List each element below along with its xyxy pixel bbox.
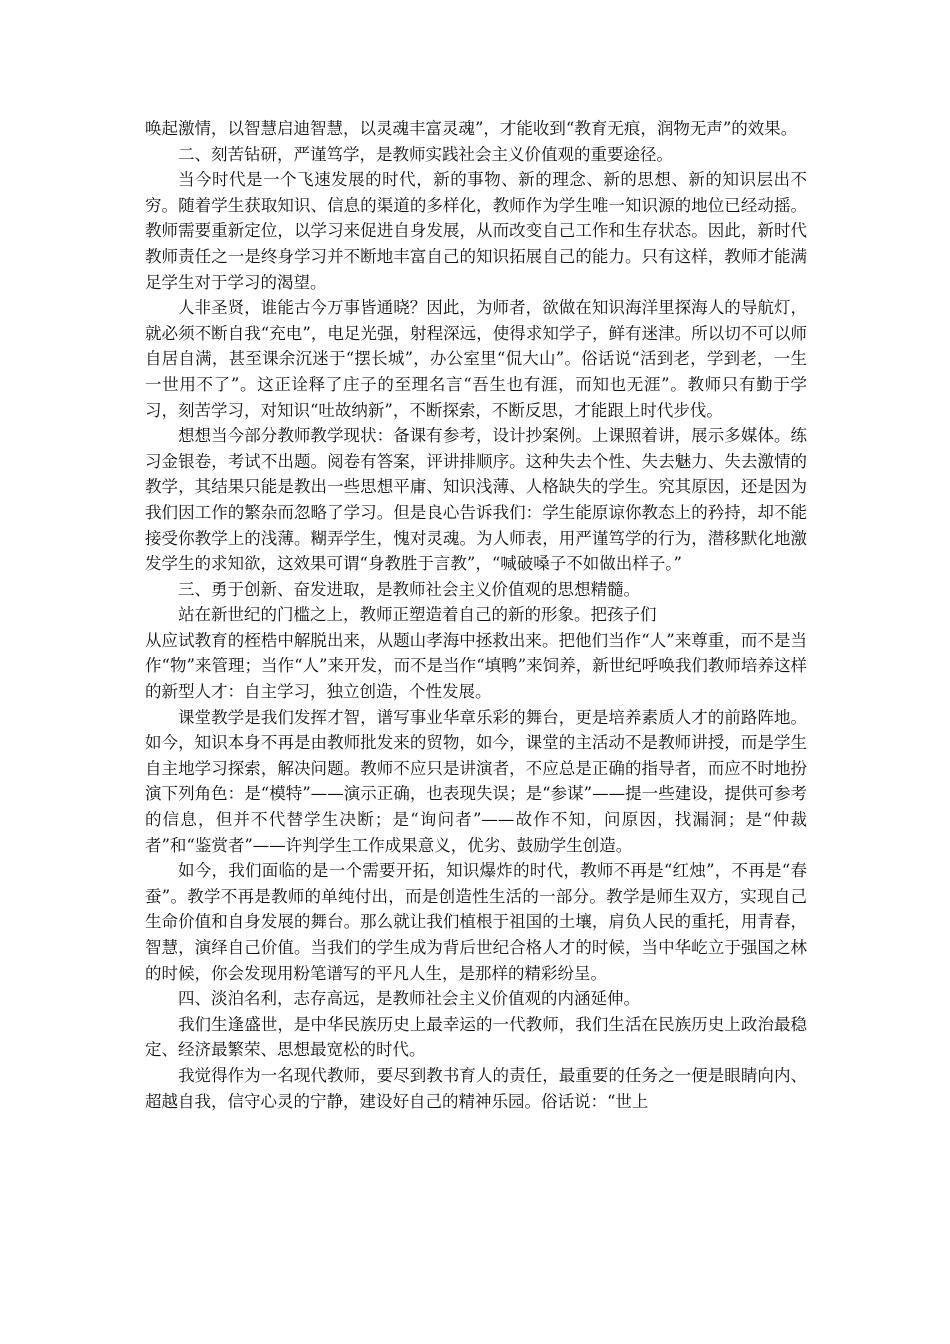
paragraph: 站在新世纪的门槛之上，教师正塑造着自己的新的形象。把孩子们: [178, 605, 657, 625]
section-heading-3: 三、勇于创新、奋发进取，是教师社会主义价值观的思想精髓。: [178, 579, 640, 599]
section-heading-2: 二、刻苦钻研，严谨笃学，是教师实践社会主义价值观的重要途径。: [178, 144, 673, 164]
paragraph-continuation: 从应试教育的桎梏中解脱出来，从题山孝海中拯救出来。把他们当作“人”来尊重，而不是当作“物”来管理；当作“人”来开发，而不是当作“填鸭”来饲养，新世纪呼唤我们教师培养这样的新型人才：自主学习，独立创造，个性发展。: [145, 630, 807, 702]
document-page: [145, 116, 807, 1114]
paragraph: 课堂教学是我们发挥才智，谱写事业华章乐彩的舞台，更是培养素质人才的前路阵地。如今，知识本身不再是由教师批发来的贸物，如今，课堂的主活动不是教师讲授，而是学生自主地学习探索，解决问题。教师不应只是讲演者，不应总是正确的指导者，而应不时地扮演下列角色：是“模特”——演示正确，也表现失误；是“参谋”——提一些建设，提供可参考的信息，但并不代替学生决断；是“询问者”——故作不知，问原因，找漏洞；是“仲裁者”和“鉴赏者”——许判学生工作成果意义，优劣、鼓励学生创造。: [145, 707, 807, 855]
section-heading-4: 四、淡泊名利，志存高远，是教师社会主义价值观的内涵延伸。: [178, 989, 640, 1009]
paragraph: 如今，我们面临的是一个需要开拓，知识爆炸的时代，教师不再是“红烛”，不再是“春蚕”。教学不再是教师的单纯付出，而是创造性生活的一部分。教学是师生双方，实现自己生命价值和自身发展的舞台。那么就让我们植根于祖国的土壤，肩负人民的重托，用青春，智慧，演绎自己价值。当我们的学生成为背后世纪合格人才的时候，当中华屹立于强国之林的时候，你会发现用粉笔谱写的平凡人生，是那样的精彩纷呈。: [145, 861, 807, 983]
paragraph: 我觉得作为一名现代教师，要尽到教书育人的责任，最重要的任务之一便是眼睛向内、超越自我，信守心灵的宁静，建设好自己的精神乐园。俗话说：“世上: [145, 1065, 807, 1111]
paragraph: 想想当今部分教师教学现状：备课有参考，设计抄案例。上课照着讲，展示多媒体。练习金银卷，考试不出题。阅卷有答案，评讲排顺序。这种失去个性、失去魅力、失去激情的教学，其结果只能是教出一些思想平庸、知识浅薄、人格缺失的学生。究其原因，还是因为我们因工作的繁杂而忽略了学习。但是良心告诉我们：学生能原谅你教态上的矜持，却不能接受你教学上的浅薄。糊弄学生，愧对灵魂。为人师表，用严谨笃学的行为，潜移默化地激发学生的求知欲，这效果可谓“身教胜于言教”，“喊破嗓子不如做出样子。”: [145, 426, 807, 574]
paragraph-continuation: 唤起激情，以智慧启迪智慧，以灵魂丰富灵魂”，才能收到“教育无痕，润物无声”的效果。: [145, 119, 798, 138]
paragraph: 我们生逢盛世，是中华民族历史上最幸运的一代教师，我们生活在民族历史上政治最稳定、经济最繁荣、思想最宽松的时代。: [145, 1014, 807, 1060]
paragraph: 人非圣贤，谁能古今万事皆通晓？因此，为师者，欲做在知识海洋里探海人的导航灯，就必须不断自我“充电”，电足光强，射程深远，使得求知学子，鲜有迷津。所以切不可以师自居自满，甚至课余沉迷于“摆长城”，办公室里“侃大山”。俗话说“活到老，学到老，一生一世用不了”。这正诠释了庄子的至理名言“吾生也有涯，而知也无涯”。教师只有勤于学习，刻苦学习，对知识“吐故纳新”，不断探索，不断反思，才能跟上时代步伐。: [145, 298, 807, 420]
paragraph: 当今时代是一个飞速发展的时代，新的事物、新的理念、新的思想、新的知识层出不穷。随着学生获取知识、信息的渠道的多样化，教师作为学生唯一知识源的地位已经动摇。教师需要重新定位，以学习来促进自身发展，从而改变自己工作和生存状态。因此，新时代教师责任之一是终身学习并不断地丰富自己的知识拓展自己的能力。只有这样，教师才能满足学生对于学习的渴望。: [145, 170, 807, 292]
